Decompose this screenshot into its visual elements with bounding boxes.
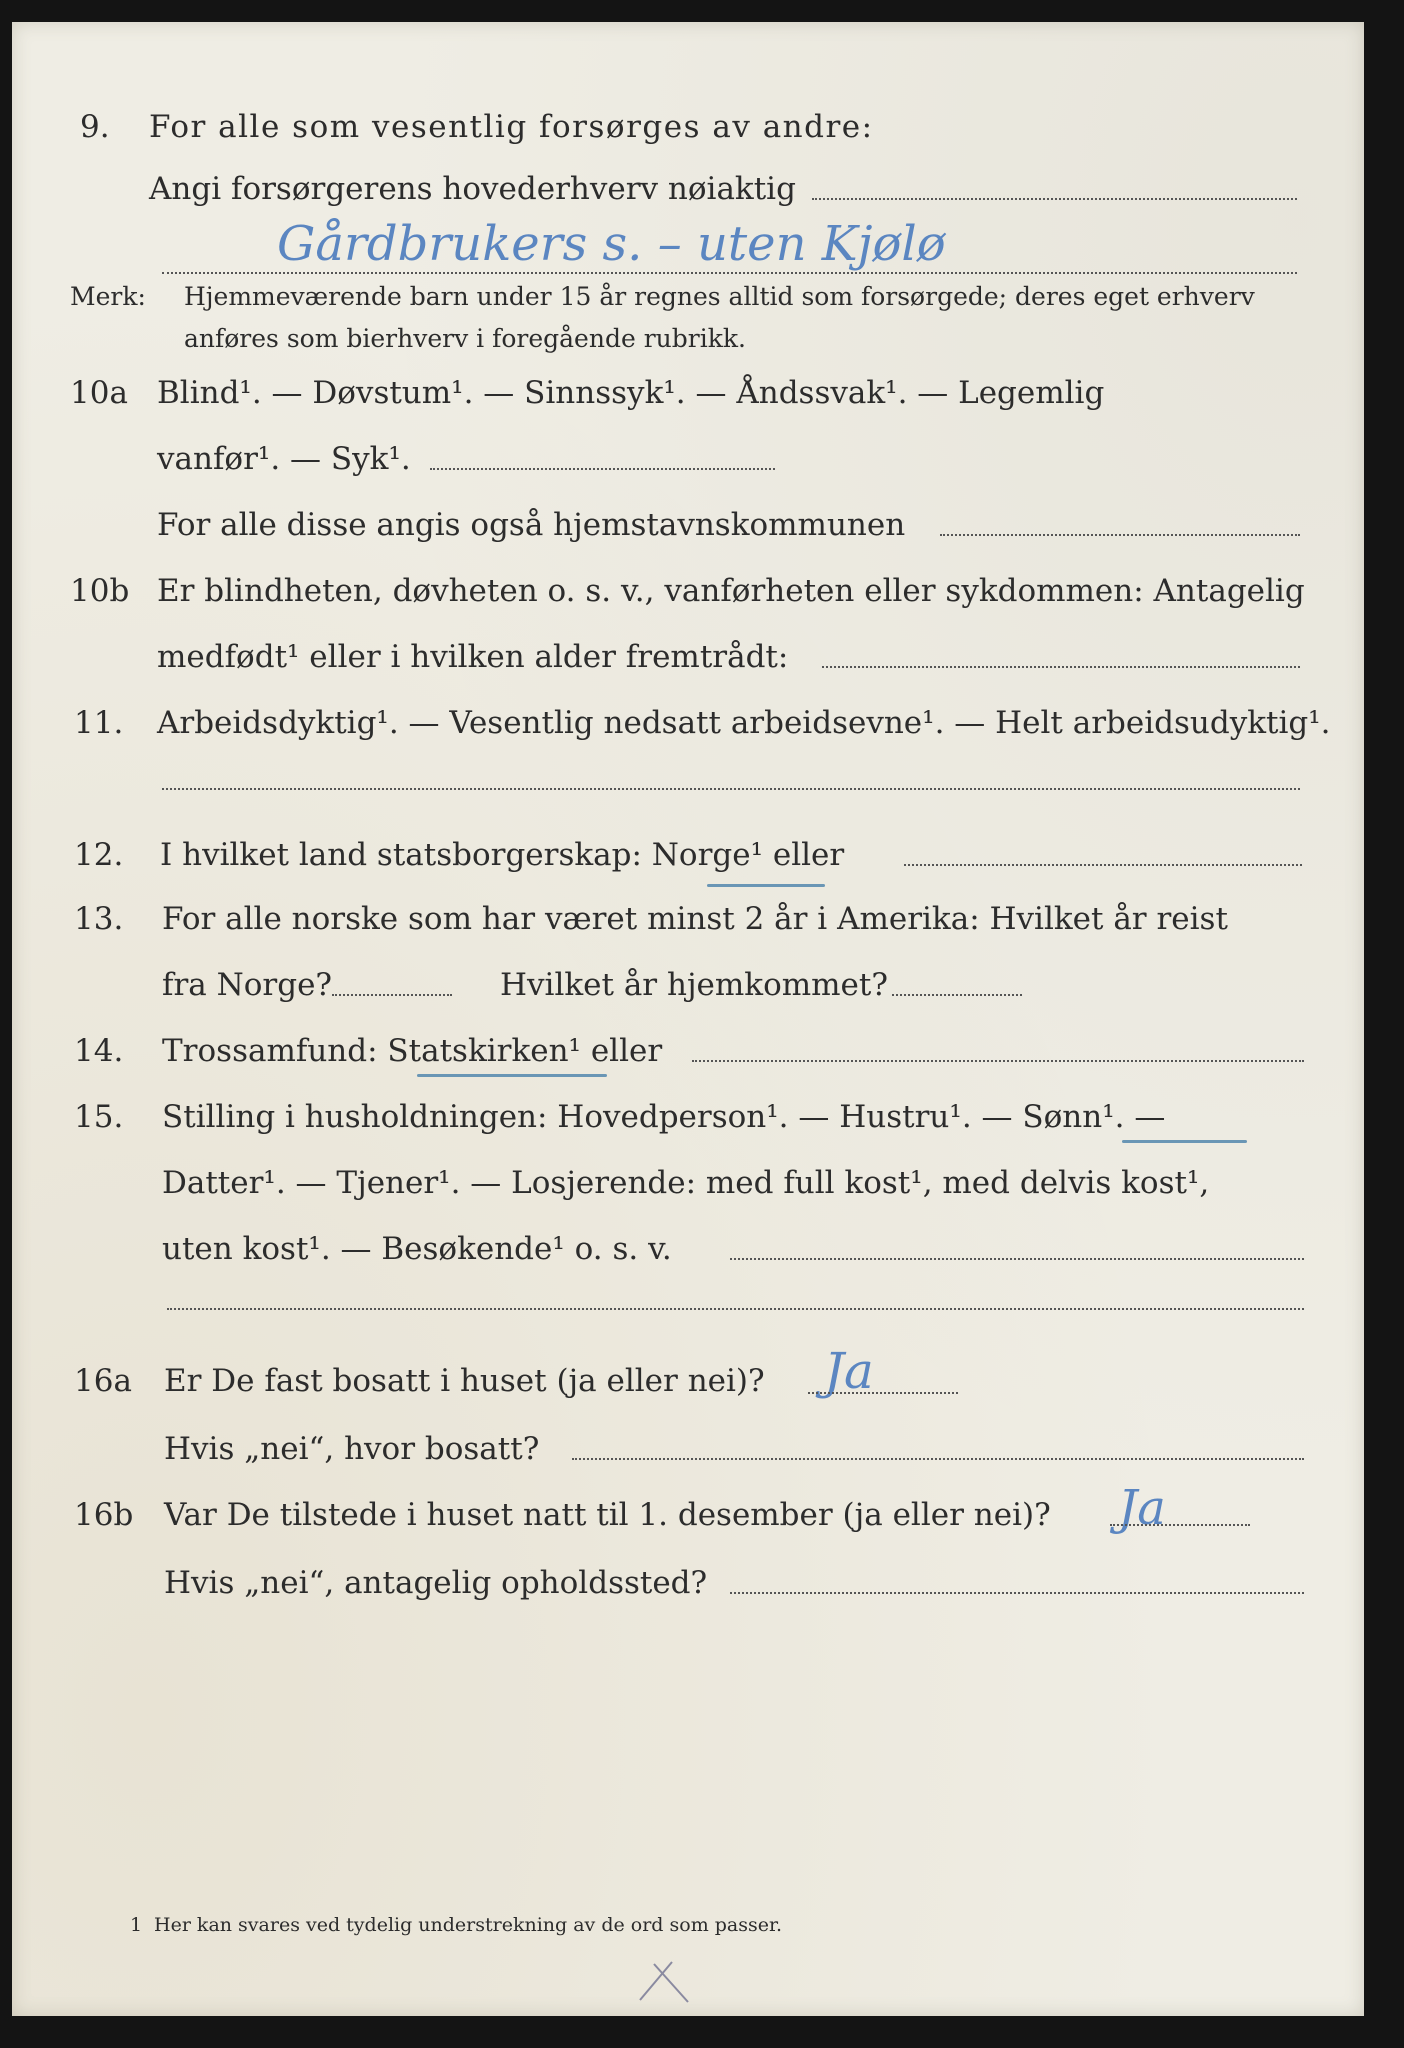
q10b-dotted-line xyxy=(822,666,1300,668)
q14-number: 14. xyxy=(74,1033,124,1069)
q9-line2: Angi forsørgerens hovederhverv nøiaktig xyxy=(149,171,796,207)
q10a-number: 10a xyxy=(70,375,128,411)
q15-sonn-underline xyxy=(1122,1140,1247,1143)
q15-dotted-line xyxy=(730,1258,1304,1260)
q16a-answer-dotted-line xyxy=(808,1392,958,1394)
q10a-line1: Blind¹. — Døvstum¹. — Sinnssyk¹. — Åndssvak¹. — Legemlig xyxy=(157,375,1105,411)
q13-line1: For alle norske som har været minst 2 år i Amerika: Hvilket år reist xyxy=(162,901,1228,937)
q9-handwritten-answer: Gårdbrukers s. – uten Kjølø xyxy=(277,216,946,272)
merk-label: Merk: xyxy=(70,282,146,311)
q16b-line1: Var De tilstede i huset natt til 1. desember (ja eller nei)? xyxy=(164,1497,1051,1533)
q10a-line3: For alle disse angis også hjemstavnskommunen xyxy=(157,507,906,543)
q15-number: 15. xyxy=(74,1099,124,1135)
q15-line1: Stilling i husholdningen: Hovedperson¹. — Hustru¹. — Sønn¹. — xyxy=(162,1099,1166,1135)
q10b-line2: medfødt¹ eller i hvilken alder fremtrådt: xyxy=(157,639,789,675)
q16a-line2: Hvis „nei“, hvor bosatt? xyxy=(164,1431,540,1467)
q10b-number: 10b xyxy=(70,573,130,609)
q12-norge-underline xyxy=(707,884,825,887)
q10a-line2: vanfør¹. — Syk¹. xyxy=(157,441,411,477)
footnote-mark: 1 xyxy=(130,1914,143,1936)
q13-line2a: fra Norge? xyxy=(162,967,333,1003)
q13-line2b: Hvilket år hjemkommet? xyxy=(500,967,888,1003)
q13-hjemkommet-dotted-line xyxy=(892,994,1022,996)
q16a-line1: Er De fast bosatt i huset (ja eller nei)? xyxy=(164,1363,765,1399)
q15-line3: uten kost¹. — Besøkende¹ o. s. v. xyxy=(162,1231,672,1267)
pencil-cross-mark xyxy=(632,1952,702,2012)
q16a-handwritten-answer: Ja xyxy=(824,1342,874,1400)
q16b-line2: Hvis „nei“, antagelig opholdssted? xyxy=(164,1565,708,1601)
q14-dotted-line xyxy=(692,1060,1304,1062)
q14-line1: Trossamfund: Statskirken¹ eller xyxy=(162,1033,663,1069)
q15-second-dotted-line xyxy=(167,1308,1304,1310)
q16b-number: 16b xyxy=(74,1497,134,1533)
q12-number: 12. xyxy=(74,837,124,873)
q11-line1: Arbeidsdyktig¹. — Vesentlig nedsatt arbeidsevne¹. — Helt arbeidsudyktig¹. xyxy=(157,705,1331,741)
q16b-answer-dotted-line xyxy=(1110,1524,1250,1526)
q9-line1: For alle som vesentlig forsørges av andre: xyxy=(149,109,874,145)
q13-reist-dotted-line xyxy=(332,994,452,996)
q10a-dotted-line xyxy=(940,534,1300,536)
q16a-dotted-line xyxy=(572,1458,1304,1460)
q15-line2: Datter¹. — Tjener¹. — Losjerende: med full kost¹, med delvis kost¹, xyxy=(162,1165,1210,1201)
q13-number: 13. xyxy=(74,901,124,937)
q16a-number: 16a xyxy=(74,1363,132,1399)
footnote-text: Her kan svares ved tydelig understrekning av de ord som passer. xyxy=(154,1914,783,1936)
q12-dotted-line xyxy=(904,864,1302,866)
q12-line1: I hvilket land statsborgerskap: Norge¹ eller xyxy=(160,837,845,873)
q11-number: 11. xyxy=(74,705,124,741)
merk-line2: anføres som bierhverv i foregående rubrikk. xyxy=(184,324,746,353)
q10b-line1: Er blindheten, døvheten o. s. v., vanførheten eller sykdommen: Antagelig xyxy=(157,573,1305,609)
census-form-page xyxy=(12,22,1364,2016)
q9-number: 9. xyxy=(80,109,110,145)
q16b-dotted-line xyxy=(730,1592,1304,1594)
merk-line1: Hjemmeværende barn under 15 år regnes alltid som forsørgede; deres eget erhverv xyxy=(184,282,1255,311)
q9-dotted-line xyxy=(812,198,1297,200)
q11-dotted-line xyxy=(162,788,1300,790)
q14-statskirken-underline xyxy=(417,1074,607,1077)
q9-answer-line xyxy=(162,272,1297,274)
q10a-syk-dotted-line xyxy=(430,468,775,470)
q16b-handwritten-answer: Ja xyxy=(1118,1480,1166,1536)
